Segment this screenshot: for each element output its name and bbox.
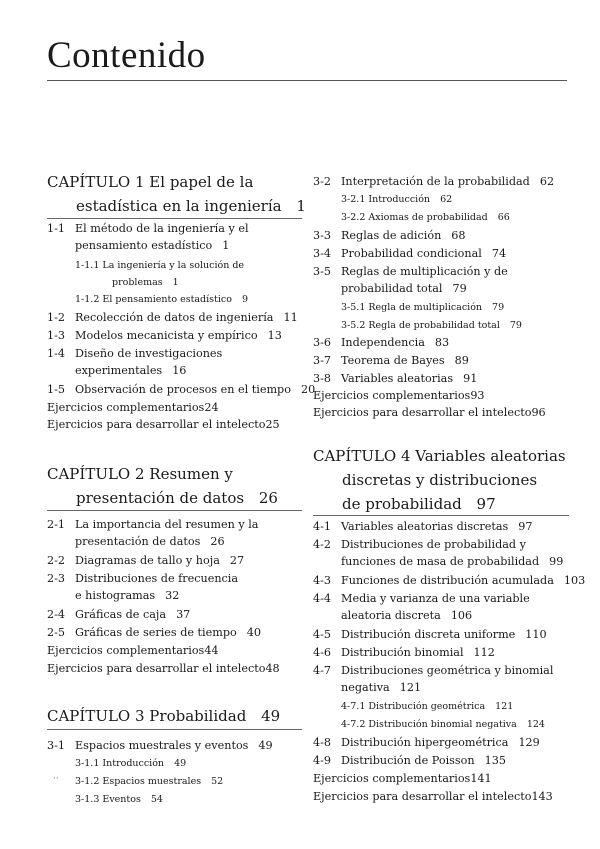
toc-entry-4-9: 4-9 Distribución de Poisson 135: [313, 754, 506, 767]
toc-exercises-3b: Ejercicios para desarrollar el intelecto96: [313, 406, 546, 419]
chapter-2-heading: [47, 462, 278, 510]
chapter-4-line3: de probabilidad: [342, 495, 462, 513]
toc-entry-3-8: 3-8 Variables aleatorias 91: [313, 372, 478, 385]
toc-entry-3-5: 3-5 Reglas de multiplicación y de probabilidad total 79: [313, 265, 508, 295]
toc-entry-3-2: 3-2 Interpretación de la probabilidad 62: [313, 175, 555, 188]
toc-exercises-2: Ejercicios complementarios44: [47, 644, 219, 657]
toc-entry-1-4: 1-4 Diseño de investigaciones experimentales 16: [47, 347, 223, 377]
toc-entry-3-1-1: 3-1.1 Introducción 49: [75, 758, 187, 769]
toc-entry-3-4: 3-4 Probabilidad condicional 74: [313, 247, 507, 260]
toc-exercises-1b: Ejercicios para desarrollar el intelecto25: [47, 418, 280, 431]
toc-exercises-4: Ejercicios complementarios141: [313, 772, 492, 785]
toc-entry-3-2-1: 3-2.1 Introducción 62: [341, 194, 453, 205]
chapter-3-line1: CAPÍTULO 3 Probabilidad: [47, 707, 247, 725]
chapter-2-page: 26: [258, 489, 278, 507]
toc-exercises-2b: Ejercicios para desarrollar el intelecto48: [47, 662, 280, 675]
toc-exercises-3: Ejercicios complementarios93: [313, 389, 485, 402]
title-rule: [47, 80, 567, 81]
toc-entry-4-7-2: 4-7.2 Distribución binomial negativa 124: [341, 719, 545, 730]
chapter-3-heading: [47, 704, 280, 728]
toc-entry-4-7-1: 4-7.1 Distribución geométrica 121: [341, 701, 514, 712]
toc-entry-3-1-3: 3-1.3 Eventos 54: [75, 794, 163, 805]
chapter-2-rule: [47, 510, 302, 511]
toc-entry-4-4: 4-4 Media y varianza de una variable aleatoria discreta 106: [313, 592, 530, 622]
toc-entry-1-3: 1-3 Modelos mecanicista y empírico 13: [47, 329, 282, 342]
chapter-1-line1: CAPÍTULO 1 El papel de la: [47, 173, 254, 191]
toc-entry-4-6: 4-6 Distribución binomial 112: [313, 646, 495, 659]
toc-entry-4-7: 4-7 Distribuciones geométrica y binomial negativa 121: [313, 664, 554, 694]
toc-entry-3-2-2: 3-2.2 Axiomas de probabilidad 66: [341, 212, 510, 223]
toc-entry-1-5: 1-5 Observación de procesos en el tiempo 20: [47, 383, 316, 396]
toc-entry-4-3: 4-3 Funciones de distribución acumulada 103: [313, 574, 586, 587]
toc-entry-2-1: 2-1 La importancia del resumen y la presentación de datos 26: [47, 518, 259, 548]
page-title: Contenido: [47, 35, 206, 76]
toc-entry-1-1-2: 1-1.2 El pensamiento estadístico 9: [75, 294, 248, 305]
chapter-2-line1: CAPÍTULO 2 Resumen y: [47, 465, 233, 483]
toc-entry-4-8: 4-8 Distribución hipergeométrica 129: [313, 736, 540, 749]
chapter-3-rule: [47, 729, 302, 730]
toc-entry-3-5-1: 3-5.1 Regla de multiplicación 79: [341, 302, 505, 313]
toc-entry-3-3: 3-3 Reglas de adición 68: [313, 229, 466, 242]
chapter-3-page: 49: [261, 707, 281, 725]
chapter-4-rule: [313, 515, 569, 516]
toc-entry-2-2: 2-2 Diagramas de tallo y hoja 27: [47, 554, 245, 567]
chapter-4-line1: CAPÍTULO 4 Variables aleatorias: [313, 447, 566, 465]
stray-dots: ··: [53, 774, 59, 784]
toc-entry-2-3: 2-3 Distribuciones de frecuencia e histogramas 32: [47, 572, 239, 602]
chapter-1-rule: [47, 218, 302, 219]
toc-entry-3-1: 3-1 Espacios muestrales y eventos 49: [47, 739, 273, 752]
toc-entry-4-2: 4-2 Distribuciones de probabilidad y funciones de masa de probabilidad 99: [313, 538, 564, 568]
chapter-4-heading: [313, 444, 566, 516]
toc-entry-3-5-2: 3-5.2 Regla de probabilidad total 79: [341, 320, 522, 331]
chapter-1-heading: [47, 170, 306, 218]
chapter-1-line2: estadística en la ingeniería: [76, 197, 282, 215]
toc-entry-4-5: 4-5 Distribución discreta uniforme 110: [313, 628, 547, 641]
toc-entry-3-7: 3-7 Teorema de Bayes 89: [313, 354, 469, 367]
toc-entry-4-1: 4-1 Variables aleatorias discretas 97: [313, 520, 533, 533]
toc-exercises-1: Ejercicios complementarios24: [47, 401, 219, 414]
toc-entry-2-4: 2-4 Gráficas de caja 37: [47, 608, 191, 621]
toc-entry-1-1-1: 1-1.1 La ingeniería y la solución de problemas 1: [75, 260, 245, 288]
toc-exercises-4b: Ejercicios para desarrollar el intelecto143: [313, 790, 553, 803]
toc-entry-1-2: 1-2 Recolección de datos de ingeniería 11: [47, 311, 298, 324]
toc-entry-3-1-2: 3-1.2 Espacios muestrales 52: [75, 776, 224, 787]
chapter-1-page: 1: [296, 197, 306, 215]
toc-entry-3-6: 3-6 Independencia 83: [313, 336, 450, 349]
chapter-4-line2: discretas y distribuciones: [342, 471, 538, 489]
toc-entry-1-1: 1-1 El método de la ingeniería y el pensamiento estadístico 1: [47, 222, 249, 252]
chapter-2-line2: presentación de datos: [76, 489, 245, 507]
toc-entry-2-5: 2-5 Gráficas de series de tiempo 40: [47, 626, 261, 639]
chapter-4-page: 97: [476, 495, 496, 513]
